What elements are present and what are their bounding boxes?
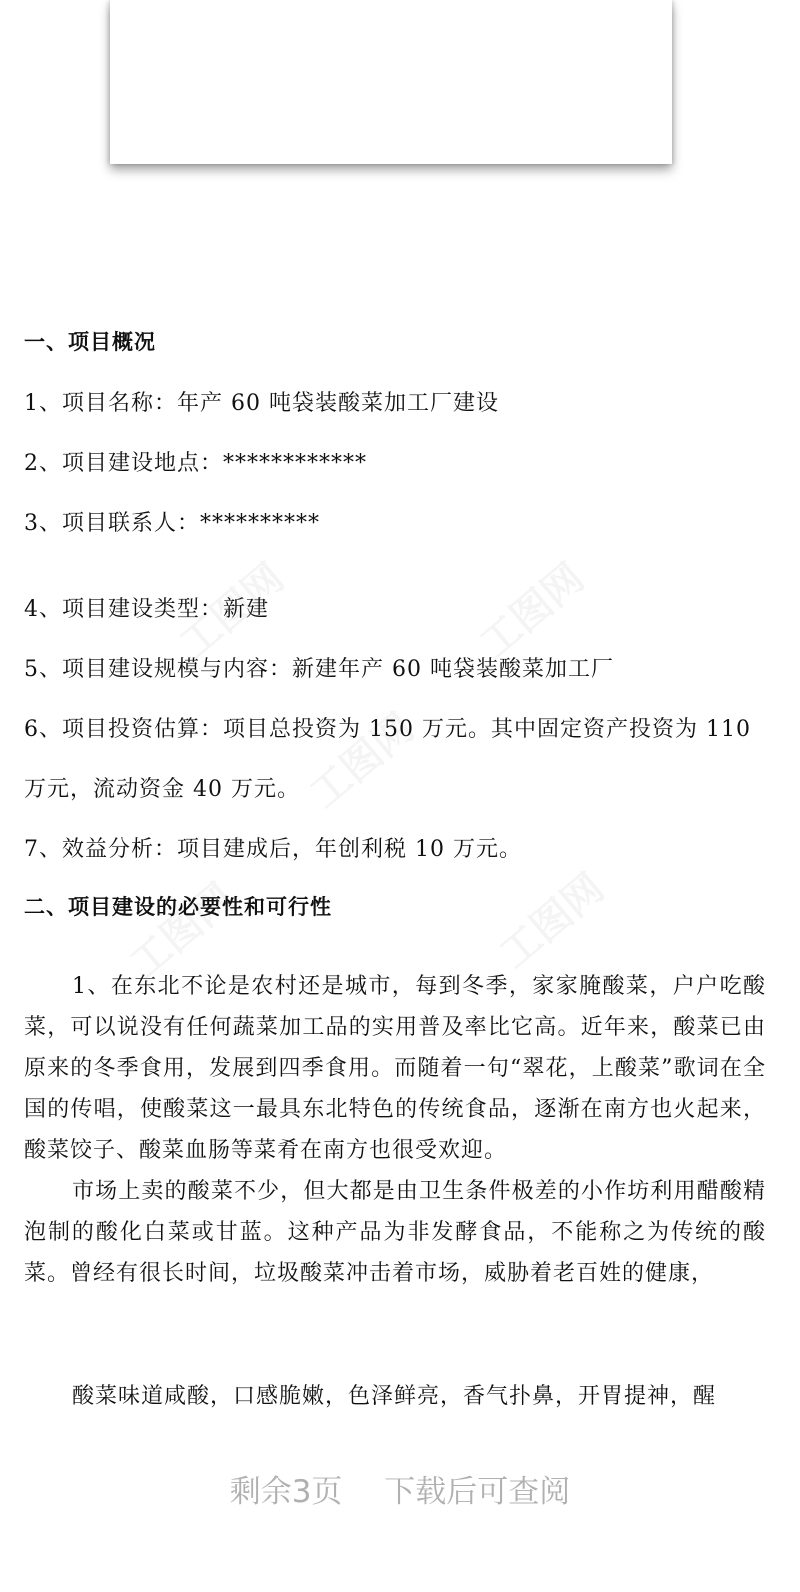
section-heading: 二、项目建设的必要性和可行性 (24, 895, 332, 919)
section-heading: 一、项目概况 (24, 330, 156, 354)
body-paragraph: 酸菜味道咸酸，口感脆嫩，色泽鲜亮，香气扑鼻，开胃提神，醒 (72, 1384, 717, 1409)
project-investment-line: 6、项目投资估算：项目总投资为 150 万元。其中固定资产投资为 110 (24, 717, 751, 742)
download-prompt[interactable] (0, 1466, 800, 1511)
body-paragraph: 1、在东北不论是农村还是城市，每到冬季，家家腌酸菜，户户吃酸菜，可以说没有任何蔬菜加工品的实用普及率比它高。近年来，酸菜已由原来的冬季食用，发展到四季食用。而随着一句“翠花，上酸菜”歌词在全国的传唱，使酸菜这一最具东北特色的传统食品，逐渐在南方也火起来，酸菜饺子、酸菜血肠等菜肴在南方也很受欢迎。 (24, 974, 766, 1163)
project-type-line: 4、项目建设类型：新建 (24, 597, 269, 622)
download-to-view-text[interactable]: 下载后可查阅 (384, 1474, 571, 1510)
project-benefit-line: 7、效益分析：项目建成后，年创利税 10 万元。 (24, 837, 522, 862)
remaining-pages-text: 剩余3页 (229, 1474, 343, 1510)
project-location-line: 2、项目建设地点：************ (24, 451, 367, 476)
cover-page-preview (110, 0, 672, 164)
watermark (486, 858, 615, 979)
watermark (466, 548, 595, 669)
project-contact-line: 3、项目联系人：********** (24, 511, 320, 536)
project-investment-line-cont: 万元，流动资金 40 万元。 (24, 777, 300, 802)
project-scale-line: 5、项目建设规模与内容：新建年产 60 吨袋装酸菜加工厂 (24, 657, 614, 682)
body-paragraph: 市场上卖的酸菜不少，但大都是由卫生条件极差的小作坊利用醋酸精泡制的酸化白菜或甘蓝。这种产品为非发酵食品，不能称之为传统的酸菜。曾经有很长时间，垃圾酸菜冲击着市场，威胁着老百姓的健康， (24, 1179, 766, 1286)
project-name-line: 1、项目名称：年产 60 吨袋装酸菜加工厂建设 (24, 391, 499, 416)
